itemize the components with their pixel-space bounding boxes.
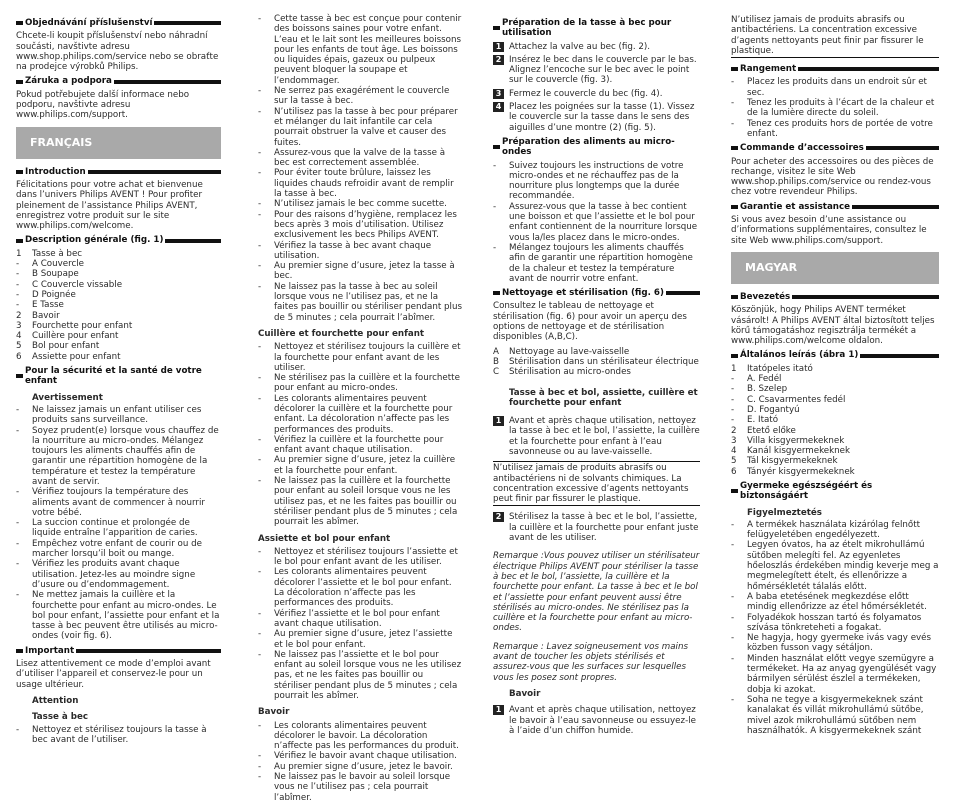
set-title: Tasse à bec et bol, assiette, cuillère et fourchette pour enfant xyxy=(509,387,698,408)
caution-box: N’utilisez jamais de produits abrasifs ou antibactériens. La concentration excessive d’agents nettoyants peut finir par fissurer le plastique. xyxy=(731,14,939,58)
bib-step-1: 1 Avant et après chaque utilisation, nettoyez le bavoir à l’eau savonneuse ou essuyez-le à l’aide d’un chiffon humide. xyxy=(493,705,700,736)
list-item: - Au premier signe d’usure, jetez la tasse à bec. xyxy=(258,261,455,282)
list-item: - A baba etetésének megkezdése előtt mindig ellenőrizze az étel hőmérsékletét. xyxy=(731,591,927,613)
list-item: - E Tasse xyxy=(16,300,64,311)
attention-title: Attention xyxy=(32,695,79,706)
list-item: 2 Etető előke xyxy=(731,425,796,436)
set-step-1: 1 Avant et après chaque utilisation, nettoyez la tasse à bec et le bol, l’assiette, la cuillère et la fourchette pour enfant à l’eau savonneuse ou au lave-vaisselle. xyxy=(493,416,700,457)
section-heading: Préparation de la tasse à bec pour utilisation xyxy=(493,18,700,39)
section-heading: Commande d’accessoires xyxy=(731,143,939,153)
section-heading: Záruka a podpora xyxy=(16,76,221,86)
list-item: - Ne laissez jamais un enfant utiliser ces produits sans surveillance. xyxy=(16,404,202,426)
hu-description-list xyxy=(731,364,939,477)
list-item: - Placez les produits dans un endroit sûr et sec. xyxy=(731,77,927,98)
hu-warning-list xyxy=(731,520,939,736)
set-step-2: 2 Stérilisez la tasse à bec et le bol, l’assiette, la cuillère et la fourchette pour enfant juste avant de les utiliser. xyxy=(493,512,700,543)
list-item: - B Soupape xyxy=(16,269,79,280)
list-item: - Ne hagyja, hogy gyermeke ivás vagy evés közben fusson vagy sétáljon. xyxy=(731,633,932,654)
list-item: - Suivez toujours les instructions de votre micro-ondes et ne réchauffez pas de la nourriture plus longtemps que la durée recommandée. xyxy=(493,160,684,202)
list-item: B Stérilisation dans un stérilisateur électrique xyxy=(493,356,699,367)
list-item: - Soyez prudent(e) lorsque vous chauffez de la nourriture au micro-ondes. Mélangez toujours les aliments chauffés afin de garantir une répartition homogène de la température et testez la température avant de servir. xyxy=(16,425,219,487)
list-item: - Tenez les produits à l’écart de la chaleur et de la lumière directe du soleil. xyxy=(731,98,935,119)
list-item: 1 Tasse à bec xyxy=(16,248,83,259)
section-heading: Garantie et assistance xyxy=(731,202,939,212)
warning-title: Avertissement xyxy=(32,392,103,403)
section-heading: Description générale (fig. 1) xyxy=(16,235,221,245)
list-item: - Vérifiez toujours la température des aliments avant de commencer à nourrir votre bébé. xyxy=(16,487,205,518)
micro-list xyxy=(493,161,700,285)
tasse-list xyxy=(16,725,221,746)
list-item: 6 Assiette pour enfant xyxy=(16,351,121,362)
section-heading: Pour la sécurité et la santé de votre enfant xyxy=(16,366,221,387)
list-item: - C. Csavarmentes fedél xyxy=(731,394,846,405)
list-item: - Soha ne tegye a kisgyermekeknek szánt kanalakat és villát mikrohullámú sütőbe, mivel azok mikrohullámú sütőben nem használhatók. A kisgyermekeknek szánt xyxy=(731,694,924,736)
list-item: - A Couvercle xyxy=(16,259,84,270)
warning-list xyxy=(16,405,221,642)
list-item: - Ne laissez pas la cuillère et la fourchette pour enfant au soleil lorsque vous ne les utilisez pas, et ne les faites pas bouillir ou stériliser pendant plus de 5 minutes ; cela pourrait les abîmer. xyxy=(258,476,458,528)
list-item: - Empêchez votre enfant de courir ou de marcher lorsqu’il boit ou mange. xyxy=(16,538,202,560)
list-item: 2 Bavoir xyxy=(16,310,60,321)
column-3 xyxy=(493,14,700,739)
list-item: - Les colorants alimentaires peuvent décolorer le bavoir. La décoloration n’affecte pas les performances du produit. xyxy=(258,720,459,752)
section-heading: Nettoyage et stérilisation (fig. 6) xyxy=(493,288,700,298)
storage-list xyxy=(731,77,939,139)
hu-warning-title: Figyelmeztetés xyxy=(747,507,822,518)
section-heading: Általános leírás (ábra 1) xyxy=(731,350,939,360)
list-item: - Les colorants alimentaires peuvent décolorer l’assiette et le bol pour enfant. La décoloration n’affecte pas les performances des produits. xyxy=(258,567,452,609)
list-item: - E. Itató xyxy=(731,415,779,426)
list-item: - Nettoyez et stérilisez toujours l’assiette et le bol pour enfant avant de les utiliser. xyxy=(258,546,458,568)
support-text: Pokud potřebujete další informace nebo podporu, navštivte adresu www.philips.com/support. xyxy=(16,89,190,121)
list-item: C Stérilisation au micro-ondes xyxy=(493,367,631,378)
column-2 xyxy=(258,14,463,803)
language-banner: MAGYAR xyxy=(731,252,939,284)
plate-list xyxy=(258,547,463,701)
list-item: - Au premier signe d’usure, jetez le bavoir. xyxy=(258,761,453,772)
clean-text: Consultez le tableau de nettoyage et stérilisation (fig. 6) pour avoir un aperçu des options de nettoyage et de stérilisation disponibles (A,B,C). xyxy=(493,301,687,343)
language-banner: FRANÇAIS xyxy=(16,127,221,159)
list-item: 6 Tányér kisgyermekeknek xyxy=(731,466,855,477)
bib-title: Bavoir xyxy=(509,688,541,699)
list-item: 4 Kanál kisgyermekeknek xyxy=(731,446,851,457)
list-item: 3 Fourchette pour enfant xyxy=(16,320,133,331)
step-item: 3 Fermez le couvercle du bec (fig. 4). xyxy=(493,89,700,99)
guarantee-text: Si vous avez besoin d’une assistance ou d’informations supplémentaires, consultez le site Web www.philips.com/support. xyxy=(731,215,927,246)
list-item: 5 Bol pour enfant xyxy=(16,341,100,352)
clean-options xyxy=(493,347,700,378)
list-item: - Ne stérilisez pas la cuillère et la fourchette pour enfant au micro-ondes. xyxy=(258,373,460,394)
list-item: - Ne laissez pas l’assiette et le bol pour enfant au soleil lorsque vous ne les utilisez pas, et ne les faites pas bouillir ou stériliser pendant plus de 5 minutes ; cela pourrait les abîmer. xyxy=(258,649,462,701)
step-item: 4 Placez les poignées sur la tasse (1). Vissez le couvercle sur la tasse dans le sens des aiguilles d’une montre (2) (fig. 5). xyxy=(493,102,700,133)
section-heading: Bevezetés xyxy=(731,292,939,302)
list-item: - N’utilisez jamais le bec comme sucette. xyxy=(258,199,447,210)
prep-steps xyxy=(493,42,700,133)
important-text: Lisez attentivement ce mode d’emploi avant d’utiliser l’appareil et conservez-le pour un usage ultérieur. xyxy=(16,659,211,690)
section-heading: Important xyxy=(16,646,221,656)
list-item: - B. Szelep xyxy=(731,384,788,395)
list-item: - Assurez-vous que la tasse à bec contient une boisson et que l’assiette et le bol pour enfant contiennent de la nourriture lorsque vous la/les placez dans le micro-ondes. xyxy=(493,201,698,243)
list-item: - Vérifiez la cuillère et la fourchette pour enfant avant chaque utilisation. xyxy=(258,434,444,456)
list-item: - Cette tasse à bec est conçue pour contenir des boissons saines pour votre enfant. L’eau et le lait sont les meilleures boissons pour les enfants de tout âge. Les boissons ou liquides épais, gazeux ou pulpeux peuvent bloquer la soupape et l’endommager. xyxy=(258,14,462,86)
list-item: - Tenez ces produits hors de portée de votre enfant. xyxy=(731,118,933,139)
step-item: 2 Insérez le bec dans le couvercle par le bas. Alignez l’encoche sur le bec avec le point sur le couvercle (fig. 3). xyxy=(493,55,700,86)
section-heading: Introduction xyxy=(16,167,221,177)
list-item: - Vérifiez la tasse à bec avant chaque utilisation. xyxy=(258,240,432,261)
list-item: - D Poignée xyxy=(16,289,76,300)
list-item: - Ne serrez pas exagérément le couvercle sur la tasse à bec. xyxy=(258,86,450,107)
accessories-text: Chcete-li koupit příslušenství nebo náhradní součásti, navštivte adresu www.shop.philips.com/service nebo se obraťte na prodejce výrobků Philips. xyxy=(16,31,219,73)
remark-1: Remarque :Vous pouvez utiliser un stérilisateur électrique Philips AVENT pour stériliser la tasse à bec et le bol, l’assiette, la cuillère et la fourchette pour enfant. La tasse à bec et le bol et l’assiette pour enfant peuvent aussi être stérilisés au micro-ondes. Ne stérilisez pas la cuillère et la fourchette pour enfant au micro-ondes. xyxy=(493,551,700,634)
list-item: 1 Itatópeles itató xyxy=(731,363,813,374)
list-item: - Vérifiez les produits avant chaque utilisation. Jetez-les au moindre signe d’usure ou d’endommagement. xyxy=(16,559,196,590)
list-item: - Au premier signe d’usure, jetez la cuillère et la fourchette pour enfant. xyxy=(258,455,456,476)
list-item: - D. Fogantyú xyxy=(731,404,800,415)
list-item: - N’utilisez pas la tasse à bec pour préparer et mélanger du lait infantile car cela pourrait obstruer la valve et causer des fuites. xyxy=(258,106,458,148)
cutlery-title: Cuillère et fourchette pour enfant xyxy=(258,328,425,339)
list-item: - Pour des raisons d’hygiène, remplacez les becs après 3 mois d’utilisation. Utilisez exclusivement les becs Philips AVENT. xyxy=(258,209,457,241)
list-item: A Nettoyage au lave-vaisselle xyxy=(493,346,630,357)
list-item: - La succion continue et prolongée de liquide entraîne l’apparition de caries. xyxy=(16,518,198,539)
list-item: - Minden használat előtt vegye szemügyre a termékeket. Ha az anyag gyengülését vagy bármilyen sérülést észlel a termékeken, dobja ki azokat. xyxy=(731,653,937,695)
list-item: - Folyadékok hosszan tartó és folyamatos szívása tönkreteheti a fogakat. xyxy=(731,612,922,633)
section-heading: Gyermeke egészségéért és biztonságáért xyxy=(731,481,939,502)
list-item: 5 Tál kisgyermekeknek xyxy=(731,456,838,467)
list-item: - Au premier signe d’usure, jetez l’assiette et le bol pour enfant. xyxy=(258,629,453,650)
tasse-safety-list xyxy=(258,14,463,323)
list-item: - A termékek használata kizárólag felnőtt felügyeletében engedélyezett. xyxy=(731,519,921,541)
cutlery-list xyxy=(258,342,463,527)
hu-intro-text: Köszönjük, hogy Philips AVENT terméket vásárolt! A Philips AVENT által biztosított teljes körű támogatáshoz regisztrálja termékét a www.philips.com/welcome oldalon. xyxy=(731,305,935,347)
list-item: - Legyen óvatos, ha az ételt mikrohullámú sütőben melegíti fel. Az egyenletes hőeloszlás érdekében mindig keverje meg a megmelegített ételt, és ellenőrizze a hőmérsékletét tálalás előtt. xyxy=(731,540,939,592)
section-heading: Rangement xyxy=(731,64,939,74)
list-item: - Nettoyez et stérilisez toujours la tasse à bec avant de l’utiliser. xyxy=(16,724,207,745)
remark-2: Remarque : Lavez soigneusement vos mains avant de toucher les objets stérilisés et assurez-vous que les surfaces sur lesquelles vous les posez sont propres. xyxy=(493,641,688,683)
order-text: Pour acheter des accessoires ou des pièces de rechange, visitez le site Web www.shop.philips.com/service ou rendez-vous chez votre revendeur Philips. xyxy=(731,156,934,198)
column-1 xyxy=(16,14,221,745)
list-item: - Les colorants alimentaires peuvent décolorer la cuillère et la fourchette pour enfant. La décoloration n’affecte pas les performances des produits. xyxy=(258,393,453,435)
list-item: - Vérifiez l’assiette et le bol pour enfant avant chaque utilisation. xyxy=(258,608,440,629)
description-list xyxy=(16,249,221,362)
bib-title: Bavoir xyxy=(258,707,290,718)
list-item: - Ne laissez pas la tasse à bec au soleil lorsque vous ne l’utilisez pas, et ne la faites pas bouillir ou stériliser pendant plus de 5 minutes ; cela pourrait l’abîmer. xyxy=(258,281,462,323)
list-item: - Pour éviter toute brûlure, laissez les liquides chauds refroidir avant de remplir la tasse à bec. xyxy=(258,168,454,200)
list-item: - Ne mettez jamais la cuillère et la fourchette pour enfant au micro-ondes. Le bol pour enfant, l’assiette pour enfant et la tasse à bec peuvent être utilisés au micro-ondes (voir fig. 6). xyxy=(16,590,220,642)
list-item: - Mélangez toujours les aliments chauffés afin de garantir une répartition homogène de la chaleur et testez la température avant de nourrir votre enfant. xyxy=(493,242,693,284)
column-4 xyxy=(731,14,939,736)
section-heading: Objednávání příslušenství xyxy=(16,18,221,28)
list-item: - C Couvercle vissable xyxy=(16,279,123,290)
list-item: - A. Fedél xyxy=(731,374,782,385)
list-item: - Vérifiez le bavoir avant chaque utilisation. xyxy=(258,751,457,762)
list-item: - Nettoyez et stérilisez toujours la cuillère et la fourchette pour enfant avant de les utiliser. xyxy=(258,342,461,373)
list-item: 4 Cuillère pour enfant xyxy=(16,331,119,342)
caution-box: N’utilisez jamais de produits abrasifs ou antibactériens ni de solvants chimiques. La concentration excessive d’agents nettoyants peut finir par fissurer le plastique. xyxy=(493,461,700,506)
step-item: 1 Attachez la valve au bec (fig. 2). xyxy=(493,42,700,52)
intro-text: Félicitations pour votre achat et bienvenue dans l’univers Philips AVENT ! Pour profiter pleinement de l’assistance Philips AVENT, enregistrez votre produit sur le site www.philips.com/welcome. xyxy=(16,179,203,232)
list-item: 3 Villa kisgyermekeknek xyxy=(731,435,845,446)
plate-title: Assiette et bol pour enfant xyxy=(258,533,391,544)
tasse-title: Tasse à bec xyxy=(32,712,89,723)
list-item: - Assurez-vous que la valve de la tasse à bec est correctement assemblée. xyxy=(258,147,446,169)
list-item: - Ne laissez pas le bavoir au soleil lorsque vous ne l’utilisez pas ; cela pourrait l’abîmer. xyxy=(258,772,451,803)
section-heading: Préparation des aliments au micro-ondes xyxy=(493,137,700,158)
bib-list xyxy=(258,721,463,803)
